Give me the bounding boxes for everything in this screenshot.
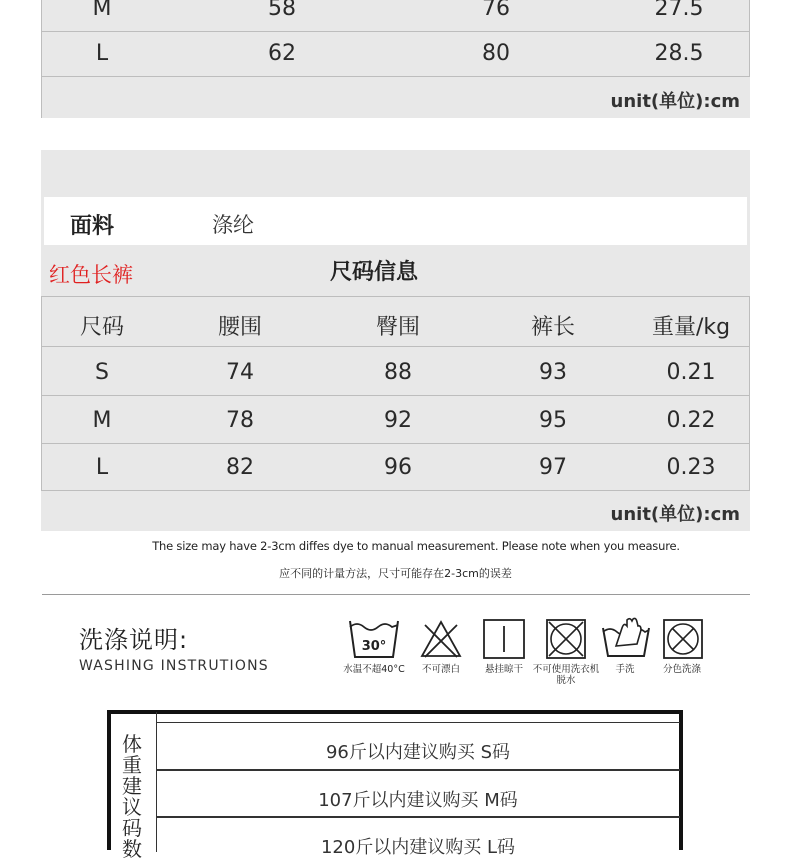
row-divider (41, 346, 750, 347)
table-cell: L (95, 41, 109, 66)
no-bleach-icon (419, 619, 463, 659)
column-header: 尺码 (79, 315, 124, 340)
table-cell: 62 (268, 41, 296, 66)
column-divider (41, 296, 42, 490)
table-border (107, 710, 683, 714)
column-divider (749, 0, 750, 76)
no-machine-dry-icon (545, 618, 587, 660)
weight-advice-table (107, 710, 683, 850)
section-divider (42, 594, 750, 595)
table-cell: 97 (539, 455, 567, 480)
table-cell: 0.21 (666, 360, 716, 385)
wash-temperature: 30° (361, 639, 387, 654)
column-header: 重量/kg (651, 315, 731, 340)
table-cell: S (95, 360, 109, 385)
table-cell: 0.23 (666, 455, 716, 480)
icon-label: 不可使用洗衣机脱水 (532, 664, 600, 686)
table-cell: 92 (384, 408, 412, 433)
washing-title-cn: 洗涤说明: (79, 626, 189, 654)
wash-separately-icon (662, 618, 704, 660)
table-cell: 28.5 (654, 41, 704, 66)
weight-advice-row: 107斤以内建议购买 M码 (318, 790, 518, 811)
table-cell: 0.22 (666, 408, 716, 433)
table-cell: 76 (482, 0, 510, 21)
icon-label: 手洗 (615, 664, 635, 675)
unit-label: unit(单位):cm (610, 504, 740, 525)
icon-label: 水温不超40°C (343, 664, 405, 675)
weight-advice-row: 120斤以内建议购买 L码 (320, 837, 516, 858)
row-divider (156, 722, 680, 723)
table-border (679, 710, 683, 850)
column-header: 臀围 (375, 315, 420, 340)
size-info-title: 尺码信息 (330, 260, 419, 285)
measurement-note-en: The size may have 2-3cm diffes dye to manual measurement. Please note when you measure. (152, 539, 680, 553)
table-border (107, 710, 111, 850)
fabric-row (44, 197, 747, 245)
table-cell: 78 (226, 408, 254, 433)
weight-advice-row: 96斤以内建议购买 S码 (325, 742, 511, 763)
table-cell: 27.5 (654, 0, 704, 21)
measurement-note-cn: 应不同的计量方法，尺寸可能存在2-3cm的误差 (279, 567, 512, 580)
column-header: 腰围 (217, 315, 262, 340)
fabric-value: 涤纶 (212, 213, 254, 237)
row-divider (41, 76, 750, 77)
unit-label: unit(单位):cm (610, 91, 740, 112)
table-border (156, 712, 157, 852)
hand-wash-icon (600, 616, 652, 660)
table-cell: 96 (384, 455, 412, 480)
icon-label: 悬挂晾干 (484, 664, 523, 675)
table-cell: 95 (539, 408, 567, 433)
table-cell: 88 (384, 360, 412, 385)
icon-label: 分色洗涤 (662, 664, 701, 675)
row-divider (41, 490, 750, 491)
table-cell: L (95, 455, 109, 480)
product-name: 红色长裤 (49, 263, 133, 287)
row-divider (156, 769, 680, 771)
hang-dry-icon (482, 618, 526, 660)
weight-advice-side-label: 体重建议码数 (122, 732, 142, 861)
washing-title-en: WASHING INSTRUTIONS (79, 658, 269, 674)
table-cell: 93 (539, 360, 567, 385)
fabric-label: 面料 (70, 214, 115, 239)
table-cell: 74 (226, 360, 254, 385)
row-divider (41, 395, 750, 396)
row-divider (41, 443, 750, 444)
row-divider (41, 296, 750, 297)
table-cell: M (92, 0, 112, 21)
column-divider (749, 296, 750, 490)
column-divider (41, 0, 42, 118)
table-cell: 82 (226, 455, 254, 480)
table-cell: 58 (268, 0, 296, 21)
column-header: 裤长 (530, 315, 575, 340)
table-cell: M (92, 408, 112, 433)
row-divider (41, 31, 750, 32)
table-cell: 80 (482, 41, 510, 66)
row-divider (156, 816, 680, 818)
wash-30-icon (347, 617, 401, 661)
icon-label: 不可漂白 (421, 664, 460, 675)
